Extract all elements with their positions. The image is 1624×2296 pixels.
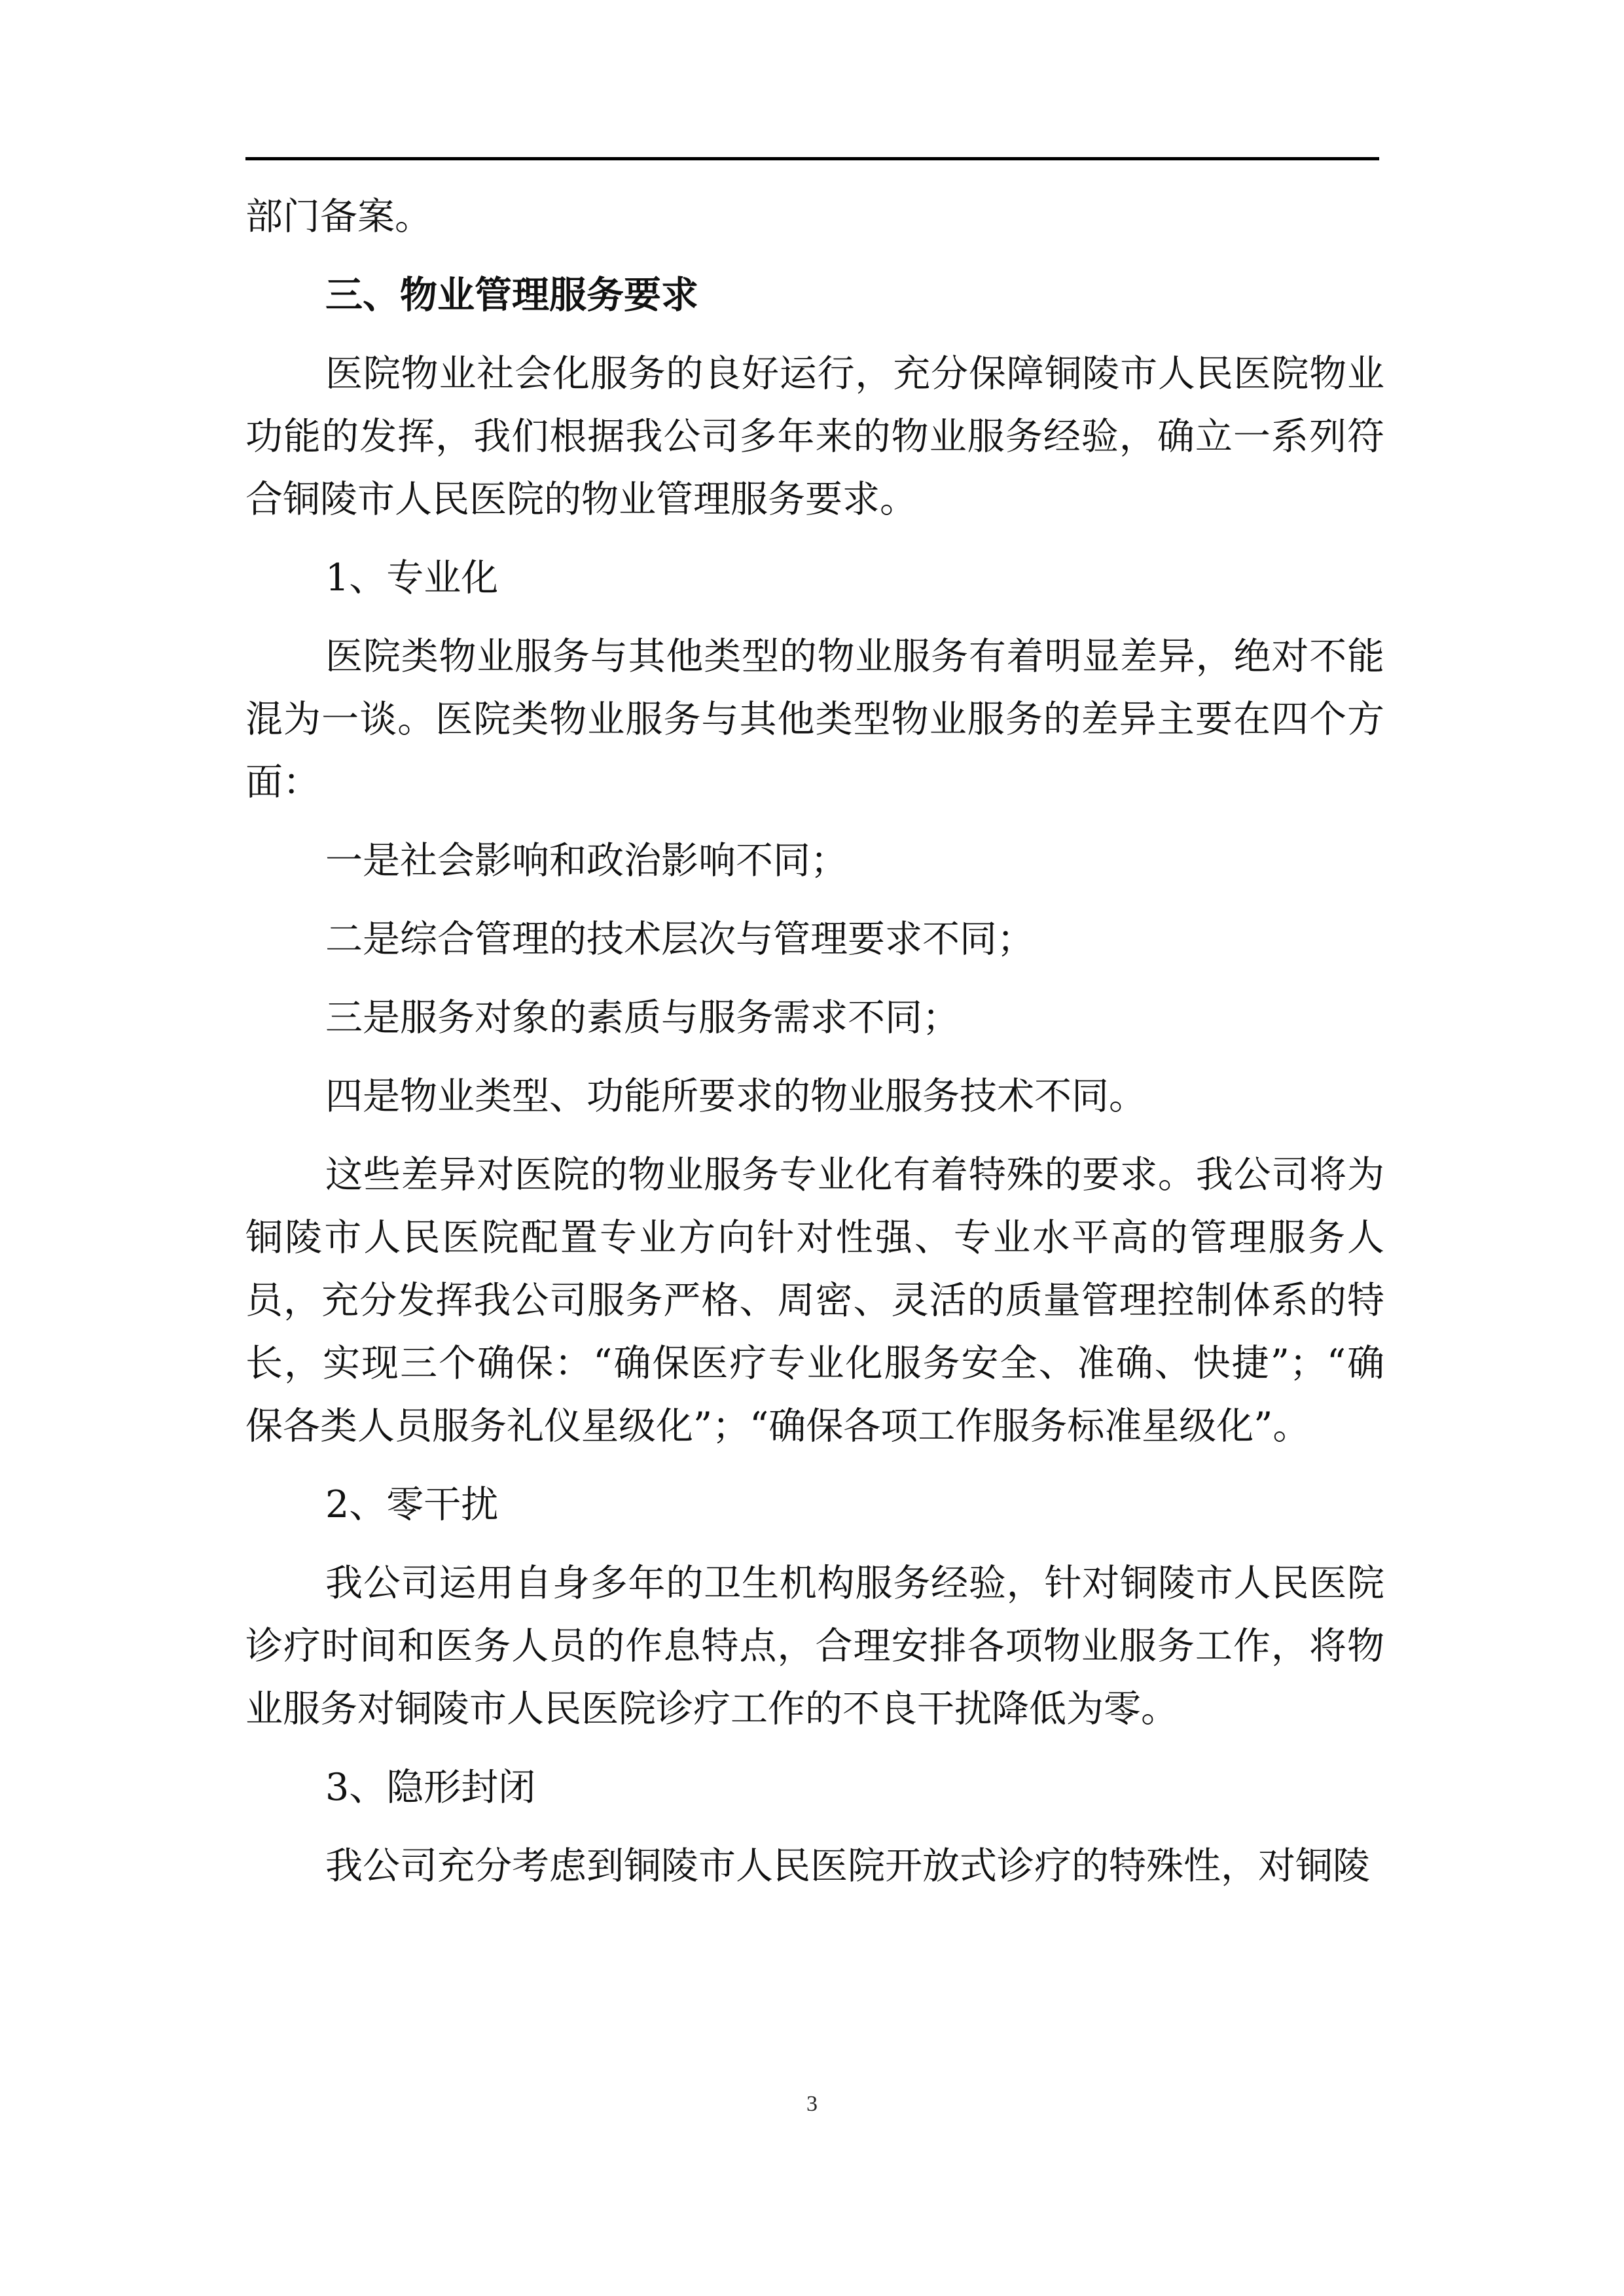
paragraph: 这些差异对医院的物业服务专业化有着特殊的要求。我公司将为铜陵市人民医院配置专业方向针对性强、专业水平高的管理服务人员，充分发挥我公司服务严格、周密、灵活的质量管理控制体系的特长，实现三个确保：“确保医疗专业化服务安全、准确、快捷”；“确保各类人员服务礼仪星级化”；“确保各项工作服务标准星级化”。	[245, 1153, 1384, 1448]
list-line: 二是综合管理的技术层次与管理要求不同；	[325, 918, 1034, 961]
paragraph-continuation: 部门备案。	[245, 195, 432, 238]
list-line: 一是社会影响和政治影响不同；	[325, 839, 848, 882]
paragraph: 我公司运用自身多年的卫生机构服务经验，针对铜陵市人民医院诊疗时间和医务人员的作息特点，合理安排各项物业服务工作，将物业服务对铜陵市人民医院诊疗工作的不良干扰降低为零。	[245, 1562, 1384, 1731]
section-heading: 三、物业管理服务要求	[325, 273, 698, 317]
list-line: 三是服务对象的素质与服务需求不同；	[325, 996, 960, 1039]
body-text	[245, 185, 1384, 1913]
page-number: 3	[806, 2092, 818, 2116]
paragraph: 我公司充分考虑到铜陵市人民医院开放式诊疗的特殊性，对铜陵	[325, 1844, 1370, 1888]
list-line: 四是物业类型、功能所要求的物业服务技术不同。	[325, 1075, 1146, 1118]
paragraph: 医院类物业服务与其他类型的物业服务有着明显差异，绝对不能混为一谈。医院类物业服务与其他类型物业服务的差异主要在四个方面：	[245, 635, 1384, 804]
header-rule	[245, 157, 1379, 160]
paragraph: 医院物业社会化服务的良好运行，充分保障铜陵市人民医院物业功能的发挥，我们根据我公司多年来的物业服务经验，确立一系列符合铜陵市人民医院的物业管理服务要求。	[245, 352, 1384, 521]
subheading: 2、零干扰	[325, 1483, 499, 1526]
subheading: 3、隐形封闭	[325, 1766, 536, 1809]
subheading: 1、专业化	[325, 556, 499, 600]
